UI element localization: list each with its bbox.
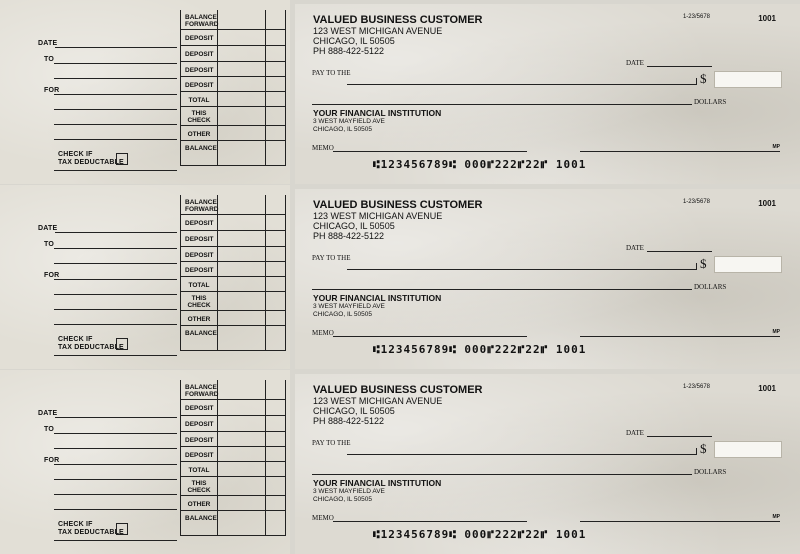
bank-address-2: CHICAGO, IL 50505 bbox=[313, 311, 373, 318]
customer-phone: PH 888-422-5122 bbox=[313, 231, 385, 241]
customer-phone: PH 888-422-5122 bbox=[313, 416, 385, 426]
ledger-row-deposit[interactable]: DEPOSIT bbox=[181, 247, 285, 262]
ledger-row-total[interactable]: TOTAL bbox=[181, 277, 285, 292]
routing-fraction: 1-23/5678 bbox=[682, 384, 710, 390]
customer-phone: PH 888-422-5122 bbox=[313, 46, 385, 56]
date-label: DATE bbox=[626, 244, 644, 252]
check-number: 1001 bbox=[758, 199, 776, 208]
ledger-row-deposit[interactable]: DEPOSIT bbox=[181, 400, 285, 416]
signature-line[interactable] bbox=[580, 521, 780, 522]
dollar-sign: $ bbox=[700, 441, 707, 456]
memo-label: MEMO bbox=[312, 329, 334, 337]
stub-date-line[interactable] bbox=[55, 232, 177, 233]
stub-date-line[interactable] bbox=[55, 417, 177, 418]
ledger-row-deposit[interactable]: DEPOSIT bbox=[181, 77, 285, 92]
ledger-row-balance[interactable]: BALANCE bbox=[181, 511, 285, 536]
stub-to-line[interactable] bbox=[54, 433, 177, 434]
stub-check-if-label: CHECK IF bbox=[58, 521, 93, 528]
ledger-row-deposit[interactable]: DEPOSIT bbox=[181, 262, 285, 277]
stub-bottom-line bbox=[54, 355, 177, 356]
date-label: DATE bbox=[626, 59, 644, 67]
stub-check-if-label: CHECK IF bbox=[58, 151, 93, 158]
ledger-row-deposit[interactable]: DEPOSIT bbox=[181, 215, 285, 231]
ledger-row-this-check[interactable]: THIS CHECK bbox=[181, 477, 285, 496]
ledger-row-deposit[interactable]: DEPOSIT bbox=[181, 62, 285, 77]
ledger-row-balance[interactable]: BALANCE bbox=[181, 326, 285, 351]
stub-to-line[interactable] bbox=[54, 63, 177, 64]
stub-tax-deductable-label: TAX DEDUCTABLE bbox=[58, 159, 124, 166]
micr-line: ⑆123456789⑆ 000⑈222⑈22⑈ 1001 bbox=[373, 158, 587, 171]
customer-address-1: 123 WEST MICHIGAN AVENUE bbox=[313, 26, 443, 36]
customer-address-2: CHICAGO, IL 50505 bbox=[313, 406, 395, 416]
ledger-row-balance-forward[interactable]: BALANCE FORWARD bbox=[181, 195, 285, 215]
stub-ledger bbox=[180, 195, 286, 351]
stub-for-line[interactable] bbox=[54, 279, 177, 280]
signature-line[interactable] bbox=[580, 336, 780, 337]
customer-address-2: CHICAGO, IL 50505 bbox=[313, 221, 395, 231]
memo-line[interactable] bbox=[333, 336, 527, 337]
ledger-row-deposit[interactable]: DEPOSIT bbox=[181, 231, 285, 247]
memo-label: MEMO bbox=[312, 144, 334, 152]
stub-for-line-4[interactable] bbox=[54, 139, 177, 140]
amount-words-line[interactable] bbox=[312, 104, 692, 105]
check-stub-2 bbox=[0, 185, 290, 369]
customer-address-2: CHICAGO, IL 50505 bbox=[313, 36, 395, 46]
stub-bottom-line bbox=[54, 170, 177, 171]
stub-to-line[interactable] bbox=[54, 248, 177, 249]
stub-tax-deductable-label: TAX DEDUCTABLE bbox=[58, 344, 124, 351]
stub-for-line-2[interactable] bbox=[54, 479, 177, 480]
routing-fraction: 1-23/5678 bbox=[682, 14, 710, 20]
tax-deductable-checkbox[interactable] bbox=[116, 338, 128, 350]
customer-name: VALUED BUSINESS CUSTOMER bbox=[313, 14, 483, 26]
stub-to-line-2[interactable] bbox=[54, 263, 177, 264]
memo-line[interactable] bbox=[333, 521, 527, 522]
stub-date-label: DATE bbox=[38, 225, 58, 232]
bank-address-2: CHICAGO, IL 50505 bbox=[313, 126, 373, 133]
ledger-row-deposit[interactable]: DEPOSIT bbox=[181, 416, 285, 432]
dollars-label: DOLLARS bbox=[694, 283, 727, 291]
stub-to-line-2[interactable] bbox=[54, 448, 177, 449]
memo-line[interactable] bbox=[333, 151, 527, 152]
micr-line: ⑆123456789⑆ 000⑈222⑈22⑈ 1001 bbox=[373, 528, 587, 541]
ledger-row-this-check[interactable]: THIS CHECK bbox=[181, 107, 285, 126]
customer-address-1: 123 WEST MICHIGAN AVENUE bbox=[313, 396, 443, 406]
stub-check-if-label: CHECK IF bbox=[58, 336, 93, 343]
stub-date-label: DATE bbox=[38, 40, 58, 47]
amount-box[interactable] bbox=[714, 256, 782, 273]
stub-for-line-2[interactable] bbox=[54, 294, 177, 295]
pay-to-label: PAY TO THE bbox=[312, 254, 351, 262]
ledger-row-deposit[interactable]: DEPOSIT bbox=[181, 432, 285, 447]
mp-security-mark: MP bbox=[772, 329, 780, 335]
date-line[interactable] bbox=[647, 436, 712, 437]
pay-to-label: PAY TO THE bbox=[312, 69, 351, 77]
ledger-row-deposit[interactable]: DEPOSIT bbox=[181, 447, 285, 462]
check-stub-3 bbox=[0, 370, 290, 554]
amount-words-line[interactable] bbox=[312, 474, 692, 475]
dollars-label: DOLLARS bbox=[694, 98, 727, 106]
bank-address-1: 3 WEST MAYFIELD AVE bbox=[313, 303, 385, 310]
payee-line[interactable] bbox=[347, 454, 697, 455]
customer-address-1: 123 WEST MICHIGAN AVENUE bbox=[313, 211, 443, 221]
mp-security-mark: MP bbox=[772, 144, 780, 150]
ledger-row-other[interactable]: OTHER bbox=[181, 311, 285, 326]
stub-for-label: FOR bbox=[44, 87, 60, 94]
stub-to-label: TO bbox=[44, 241, 54, 248]
amount-box[interactable] bbox=[714, 441, 782, 458]
ledger-row-total[interactable]: TOTAL bbox=[181, 92, 285, 107]
stub-to-label: TO bbox=[44, 426, 54, 433]
amount-box[interactable] bbox=[714, 71, 782, 88]
stub-to-line-2[interactable] bbox=[54, 78, 177, 79]
stub-for-line[interactable] bbox=[54, 464, 177, 465]
stub-date-label: DATE bbox=[38, 410, 58, 417]
check-stub-1 bbox=[0, 0, 290, 184]
stub-for-label: FOR bbox=[44, 272, 60, 279]
stub-for-line[interactable] bbox=[54, 94, 177, 95]
stub-for-line-4[interactable] bbox=[54, 509, 177, 510]
ledger-row-balance-forward[interactable]: BALANCE FORWARD bbox=[181, 10, 285, 30]
stub-to-label: TO bbox=[44, 56, 54, 63]
ledger-row-deposit[interactable]: DEPOSIT bbox=[181, 30, 285, 46]
dollar-sign: $ bbox=[700, 256, 707, 271]
amount-words-line[interactable] bbox=[312, 289, 692, 290]
tax-deductable-checkbox[interactable] bbox=[116, 153, 128, 165]
signature-line[interactable] bbox=[580, 151, 780, 152]
bank-name: YOUR FINANCIAL INSTITUTION bbox=[313, 478, 442, 488]
ledger-row-balance[interactable]: BALANCE bbox=[181, 141, 285, 166]
bank-name: YOUR FINANCIAL INSTITUTION bbox=[313, 293, 442, 303]
stub-for-line-3[interactable] bbox=[54, 494, 177, 495]
customer-name: VALUED BUSINESS CUSTOMER bbox=[313, 384, 483, 396]
ledger-row-balance-forward[interactable]: BALANCE FORWARD bbox=[181, 380, 285, 400]
ledger-row-other[interactable]: OTHER bbox=[181, 126, 285, 141]
mp-security-mark: MP bbox=[772, 514, 780, 520]
check-number: 1001 bbox=[758, 14, 776, 23]
bank-name: YOUR FINANCIAL INSTITUTION bbox=[313, 108, 442, 118]
payee-line[interactable] bbox=[347, 269, 697, 270]
bank-address-2: CHICAGO, IL 50505 bbox=[313, 496, 373, 503]
ledger-row-total[interactable]: TOTAL bbox=[181, 462, 285, 477]
pay-to-label: PAY TO THE bbox=[312, 439, 351, 447]
stub-bottom-line bbox=[54, 540, 177, 541]
tax-deductable-checkbox[interactable] bbox=[116, 523, 128, 535]
check-2 bbox=[295, 189, 800, 369]
check-1 bbox=[295, 4, 800, 184]
dollar-sign: $ bbox=[700, 71, 707, 86]
stub-date-line[interactable] bbox=[55, 47, 177, 48]
stub-for-label: FOR bbox=[44, 457, 60, 464]
check-3 bbox=[295, 374, 800, 554]
stub-for-line-2[interactable] bbox=[54, 109, 177, 110]
payee-line[interactable] bbox=[347, 84, 697, 85]
stub-for-line-3[interactable] bbox=[54, 309, 177, 310]
ledger-row-deposit[interactable]: DEPOSIT bbox=[181, 46, 285, 62]
check-number: 1001 bbox=[758, 384, 776, 393]
dollars-label: DOLLARS bbox=[694, 468, 727, 476]
date-line[interactable] bbox=[647, 66, 712, 67]
bank-address-1: 3 WEST MAYFIELD AVE bbox=[313, 488, 385, 495]
stub-tax-deductable-label: TAX DEDUCTABLE bbox=[58, 529, 124, 536]
memo-label: MEMO bbox=[312, 514, 334, 522]
ledger-row-this-check[interactable]: THIS CHECK bbox=[181, 292, 285, 311]
stub-for-line-4[interactable] bbox=[54, 324, 177, 325]
micr-line: ⑆123456789⑆ 000⑈222⑈22⑈ 1001 bbox=[373, 343, 587, 356]
stub-ledger bbox=[180, 380, 286, 536]
customer-name: VALUED BUSINESS CUSTOMER bbox=[313, 199, 483, 211]
date-label: DATE bbox=[626, 429, 644, 437]
date-line[interactable] bbox=[647, 251, 712, 252]
ledger-row-other[interactable]: OTHER bbox=[181, 496, 285, 511]
routing-fraction: 1-23/5678 bbox=[682, 199, 710, 205]
stub-ledger bbox=[180, 10, 286, 166]
stub-for-line-3[interactable] bbox=[54, 124, 177, 125]
bank-address-1: 3 WEST MAYFIELD AVE bbox=[313, 118, 385, 125]
